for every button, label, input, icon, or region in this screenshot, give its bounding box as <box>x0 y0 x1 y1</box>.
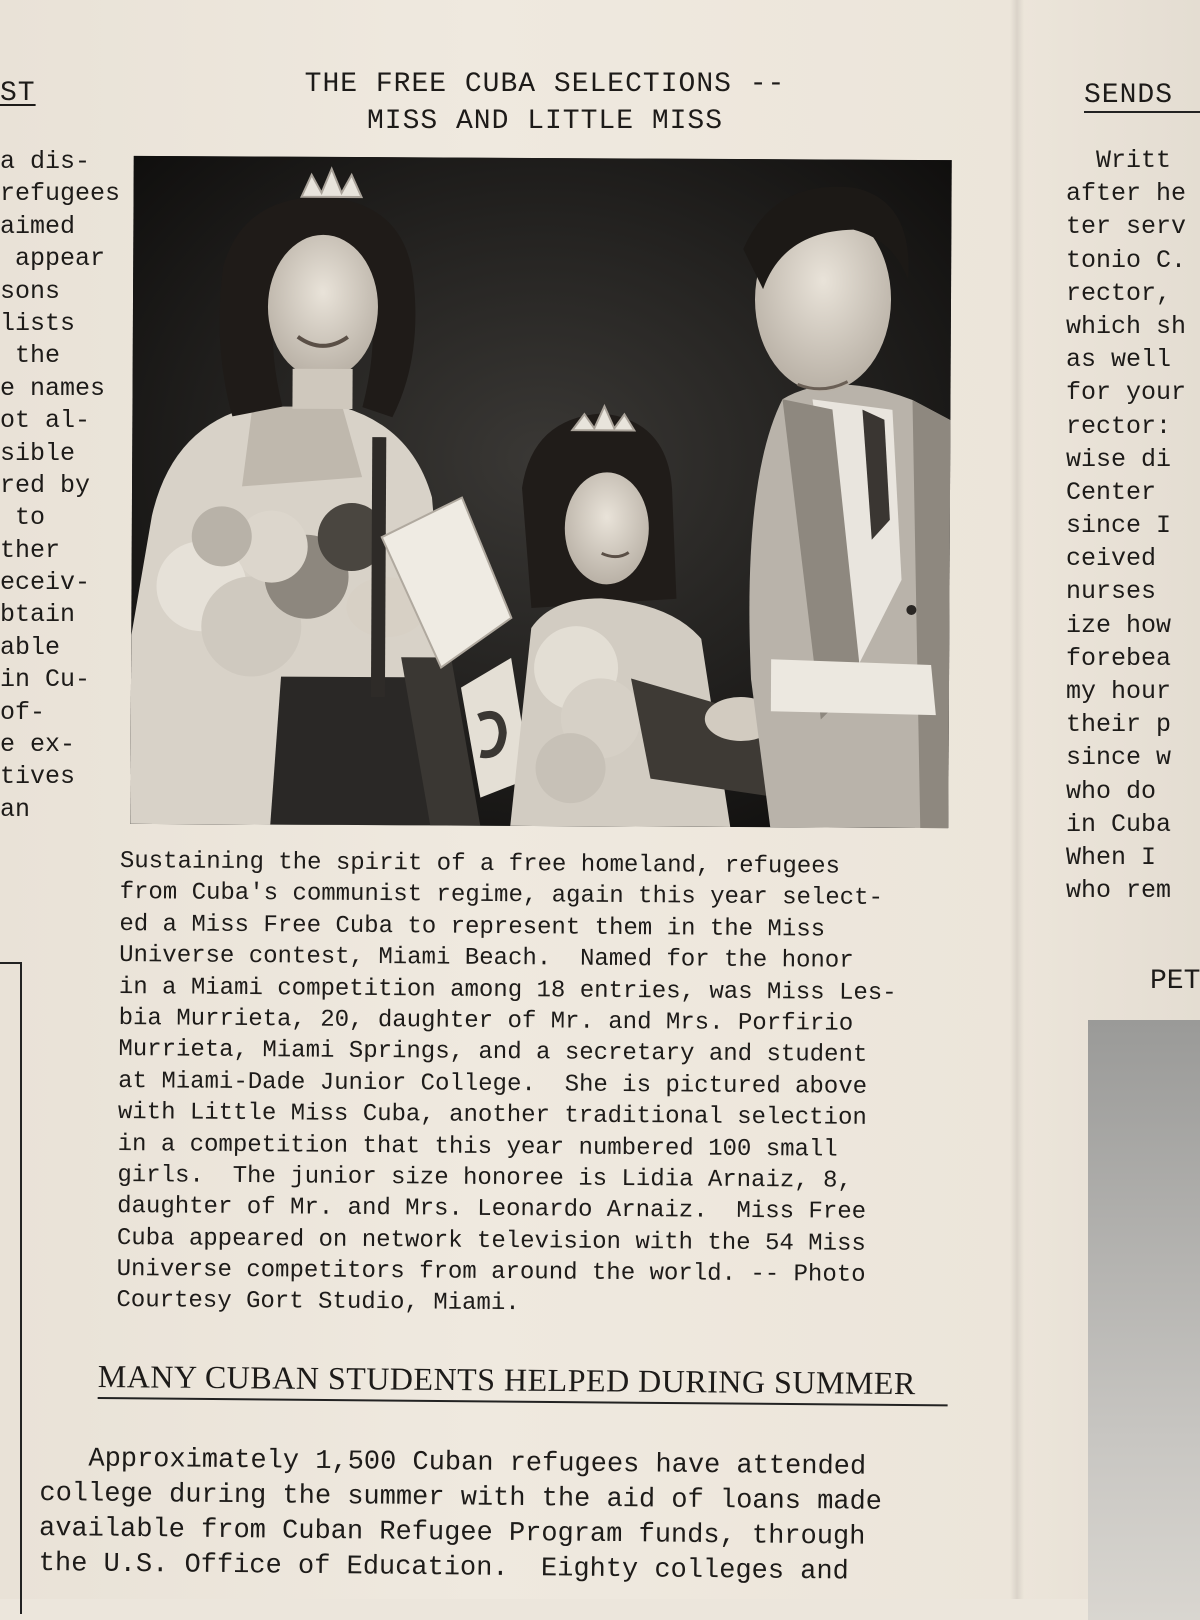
right-column-subheading: PET <box>1150 966 1200 997</box>
right-column-line: When I <box>1066 842 1157 872</box>
left-column-line: the <box>0 341 61 371</box>
right-column-line: Center <box>1066 477 1157 507</box>
pageant-photo <box>130 156 951 828</box>
caption-line: Courtesy Gort Studio, Miami. <box>116 1287 520 1318</box>
article-title-line-1: THE FREE CUBA SELECTIONS -- <box>304 69 786 100</box>
left-column-line: ot al- <box>0 406 91 436</box>
photo-caption <box>116 846 980 1324</box>
right-column-line: since I <box>1066 511 1172 541</box>
caption-line: girls. The junior size honoree is Lidia Arnaiz, 8, <box>117 1161 853 1195</box>
caption-line: daughter of Mr. and Mrs. Leonardo Arnaiz. Miss Free <box>117 1193 867 1227</box>
left-column-line: sons <box>0 276 61 306</box>
caption-line: with Little Miss Cuba, another traditional selection <box>117 1099 867 1132</box>
left-column-line: e names <box>0 373 106 403</box>
right-column-line: nurses <box>1066 577 1157 607</box>
right-column-line: after he <box>1066 179 1187 209</box>
article-title <box>250 66 840 140</box>
right-column-heading: SENDS <box>1084 80 1200 113</box>
right-column-line: ter serv <box>1066 212 1187 242</box>
right-column-line: wise di <box>1066 444 1172 474</box>
right-column-line: rector, <box>1066 278 1172 308</box>
right-column-line: Writt <box>1066 146 1172 175</box>
right-column-line: tonio C. <box>1066 245 1187 275</box>
caption-line: in a competition that this year numbered 100 small <box>117 1130 838 1164</box>
left-column-line: a dis- <box>0 147 91 176</box>
right-column-line: which sh <box>1066 311 1187 341</box>
left-column-line: to <box>0 503 46 533</box>
second-article-body <box>39 1442 990 1592</box>
page-fold-shadow <box>1010 0 1024 1599</box>
right-column-photo <box>1088 1020 1200 1620</box>
left-column-line: able <box>0 632 61 662</box>
caption-line: Universe competitors from around the world. -- Photo <box>116 1256 866 1289</box>
left-column-line: in Cu- <box>0 665 91 695</box>
caption-line: Sustaining the spirit of a free homeland, refugees <box>119 847 841 881</box>
pageant-photo-illustration <box>130 156 951 828</box>
caption-line: Cuba appeared on network television with the 54 Miss <box>116 1224 866 1258</box>
caption-line: bia Murrieta, 20, daughter of Mr. and Mrs. Porfirio <box>118 1004 854 1038</box>
right-column-line: rector: <box>1066 411 1172 441</box>
right-column-line: in Cuba <box>1066 809 1172 839</box>
left-column-line: ther <box>0 535 61 565</box>
left-column-line: eceiv- <box>0 568 91 598</box>
left-column-line: aimed <box>0 211 76 241</box>
right-column-line: ceived <box>1066 544 1157 574</box>
left-column-line: btain <box>0 600 76 630</box>
right-column-line: ize how <box>1066 610 1172 640</box>
left-column-line: appear <box>0 244 106 274</box>
left-column-text <box>0 146 130 826</box>
right-column-line: their p <box>1066 710 1172 740</box>
body-line: college during the summer with the aid of loans made <box>39 1478 883 1518</box>
left-column-line: tives <box>0 762 76 792</box>
left-column-line: refugees <box>0 179 121 209</box>
caption-line: at Miami-Dade Junior College. She is pictured above <box>118 1067 868 1101</box>
left-column-line: lists <box>0 308 76 338</box>
right-column-line: for your <box>1066 378 1187 408</box>
body-line: Approximately 1,500 Cuban refugees have attended <box>39 1443 867 1483</box>
right-column-line: my hour <box>1066 677 1172 706</box>
left-column-heading: ST <box>0 78 36 109</box>
right-column-line: who rem <box>1066 876 1172 906</box>
caption-line: from Cuba's communist regime, again this year select- <box>119 879 884 913</box>
left-column-line: of- <box>0 697 46 727</box>
right-column-line: forebea <box>1066 643 1172 673</box>
caption-line: in a Miami competition among 18 entries, was Miss Les- <box>118 973 897 1007</box>
left-column-line: an <box>0 794 31 824</box>
right-column-line: as well <box>1066 345 1172 375</box>
right-column-line: who do <box>1066 776 1157 806</box>
left-column-line: sible <box>0 438 76 468</box>
caption-line: Murrieta, Miami Springs, and a secretary and student <box>118 1036 868 1070</box>
left-column-line: red by <box>0 470 91 500</box>
left-column-box-border <box>0 962 22 1614</box>
left-column-line: e ex- <box>0 730 76 760</box>
section-heading: MANY CUBAN STUDENTS HELPED DURING SUMMER <box>98 1358 948 1406</box>
body-line: available from Cuban Refugee Program funds, through <box>38 1513 866 1553</box>
right-column-text <box>1066 144 1200 907</box>
body-line: the U.S. Office of Education. Eighty colleges and <box>38 1548 849 1588</box>
caption-line: Universe contest, Miami Beach. Named for the honor <box>119 942 854 975</box>
caption-line: ed a Miss Free Cuba to represent them in the Miss <box>119 910 826 944</box>
article-title-line-2: MISS AND LITTLE MISS <box>366 106 724 137</box>
right-column-line: since w <box>1066 743 1172 773</box>
